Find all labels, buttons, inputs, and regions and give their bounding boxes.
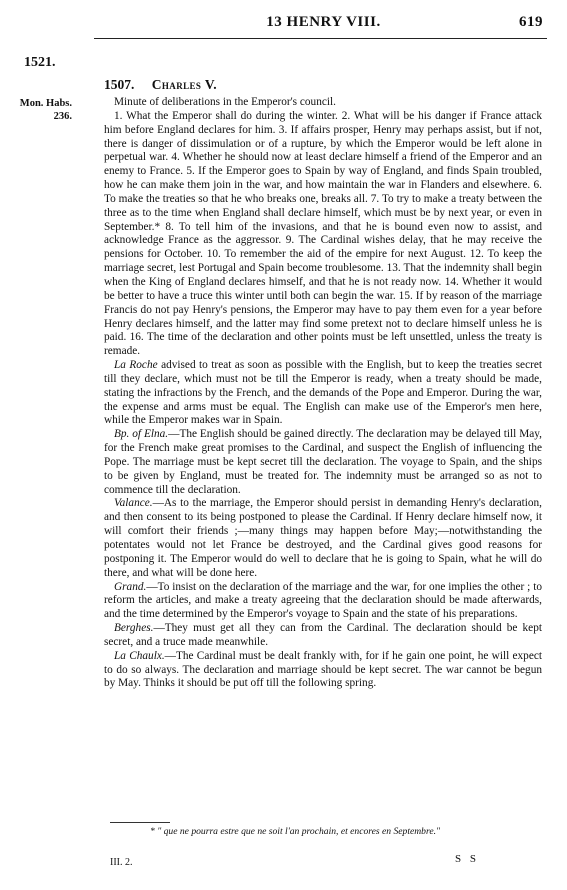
header-rule bbox=[94, 38, 547, 39]
running-title: 13 HENRY VIII. bbox=[266, 14, 381, 30]
paragraph bbox=[104, 581, 542, 623]
paragraph-text: advised to treat as soon as possible with the English, but to keep the treaties secret till they declare, which must not be till the Emperor is ready, when a treaty should be made, stating the infractions by the French, and the demands of the Pope and Emperor. During the war, the expense and arms must be equal. The English can make use of the Emperor's men here, while the Emperor makes war in Spain. bbox=[104, 359, 543, 427]
speaker-name: Bp. of Elna. bbox=[114, 428, 169, 441]
footnote: * " que ne pourra estre que ne soit l'an prochain, et encores en Septembre." bbox=[150, 826, 441, 837]
page-number: 619 bbox=[519, 14, 543, 30]
document-body bbox=[104, 96, 542, 691]
speaker-name: Valance. bbox=[114, 497, 153, 510]
speaker-name: Grand. bbox=[114, 580, 147, 593]
archive-reference-source: Mon. Habs. bbox=[19, 98, 72, 109]
footnote-rule bbox=[110, 822, 170, 823]
document-title: Charles V. bbox=[151, 77, 218, 92]
paragraph-text: Minute of deliberations in the Emperor's council. bbox=[114, 96, 336, 108]
archive-reference bbox=[10, 97, 72, 123]
paragraph bbox=[104, 359, 542, 428]
paragraph-text: 1. What the Emperor shall do during the winter. 2. What will be his danger if France attack him before England declares for him. 3. If affairs prosper, Henry may perhaps assist, but if not, there is danger of dissimulation or of a rupture, by which the Emperor would be left alone in perpetual war. 4. Whether he should now at least declare himself a friend of the Emperor and an enemy to France. 5. If the Emperor goes to Spain by way of England, and finds Spain troubled, how he can make them join in the war, and how maintain the war in Flanders and elsewhere. 6. To make the treaties so that he who breaks one, breaks all. 7. To try to make a treaty between the three as to the time when England shall declare himself, which must be by next year, or even in September.* 8. To tell him of the invasions, and that he is bound even now to assist, and acknowledge France as the aggressor. 9. The Cardinal wishes delay, that he may receive the pensions for October. 10. To remember the aid of the empire for next August. 12. To keep the marriage secret, lest Portugal and Spain become troublesome. 13. That the indemnity shall begin when the King of England declares himself, and that he is not ready now. 14. Whether it would be better to have a truce this winter until both can begin the war. 15. If by reason of the marriage Francis do not pay Henry's pensions, the Emperor may have to pay them even for a year before Henry declares himself, and the latter may find some pretext not to declare himself unless he is paid. 16. The time of the declaration and other points must be left unsettled, unless the treaty is remade. bbox=[104, 109, 542, 358]
speaker-name: La Roche bbox=[114, 359, 158, 372]
signature-mark: S S bbox=[455, 853, 479, 865]
paragraph-text: —The English should be gained directly. The declaration may be delayed till May, for the French make great promises to the Cardinal, and suspect the English of influencing the Pope. The marriage must be kept secret till the declaration. The voyage to Spain, and the ships to be given by England, must be treated for. The indemnity must be arranged so as not to commence till the declaration. bbox=[104, 428, 542, 496]
document-number: 1507. bbox=[104, 77, 135, 92]
speaker-name: La Chaulx. bbox=[114, 649, 165, 662]
paragraph-text: —As to the marriage, the Emperor should persist in demanding Henry's declaration, and then consent to its being postponed to please the Cardinal. If Henry declare himself now, it will comfort their friends ;—many things may happen before May;—notwithstanding the potentates would not let France be destroyed, and the Cardinal gives good reasons for postponing it. The Emperor would do well to declare that he is going to Spain, what he will do there, and what will be done here. bbox=[104, 497, 542, 579]
document-heading bbox=[104, 77, 217, 93]
paragraph bbox=[104, 497, 542, 580]
speaker-name: Berghes. bbox=[114, 622, 154, 635]
paragraph bbox=[104, 96, 542, 110]
running-header bbox=[104, 14, 543, 38]
volume-marker: III. 2. bbox=[110, 857, 133, 868]
paragraph-text: —They must get all they can from the Cardinal. The declaration should be kept secret, and a truce made meanwhile. bbox=[104, 622, 542, 648]
paragraph-text: —To insist on the declaration of the marriage and the war, for one implies the other ; to reform the articles, and make a treaty agreeing that the declaration should be made afterwards, and the time determined by the Emperor's voyage to Spain and the state of his preparations. bbox=[104, 580, 542, 621]
paragraph bbox=[104, 110, 542, 359]
paragraph bbox=[104, 622, 542, 650]
paragraph bbox=[104, 650, 542, 692]
year-marker: 1521. bbox=[24, 55, 56, 70]
paragraph-text: —The Cardinal must be dealt frankly with, for if he gain one point, he will expect to do so always. The declaration and marriage should be kept secret. The war cannot be begun by May. Thinks it should be put off till the following spring. bbox=[104, 649, 542, 690]
paragraph bbox=[104, 428, 542, 497]
archive-reference-number: 236. bbox=[53, 111, 72, 122]
